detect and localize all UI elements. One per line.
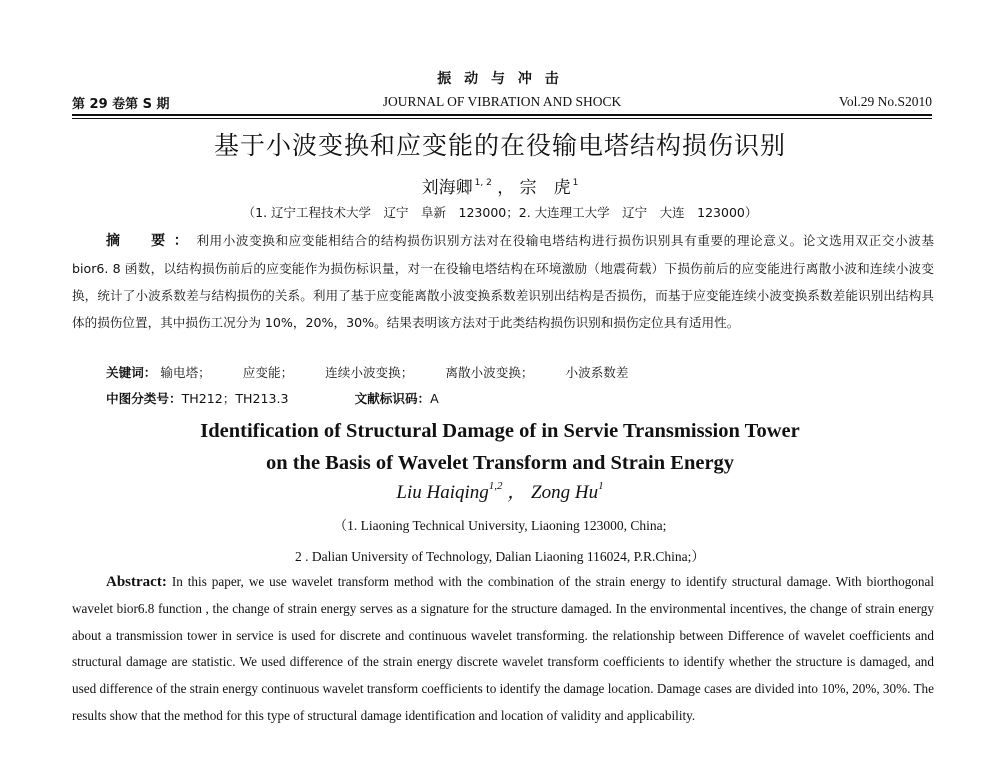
volume-issue-en: Vol.29 No.S2010	[838, 94, 932, 109]
keywords-label: 关键词：	[106, 365, 157, 380]
author-affiliation-mark: 1,2	[488, 480, 503, 492]
abstract-en	[72, 569, 934, 730]
authors-en	[0, 477, 1000, 504]
paper-title-cn: 基于小波变换和应变能的在役输电塔结构损伤识别	[213, 131, 786, 160]
journal-name-en: JOURNAL OF VIBRATION AND SHOCK	[382, 94, 622, 109]
author-separator: ，	[502, 482, 527, 503]
running-header	[72, 93, 932, 113]
abstract-label-cn: 摘 要：	[106, 233, 197, 249]
doc-code-value: A	[430, 391, 439, 406]
author-name: 刘海卿	[421, 178, 473, 198]
doc-code-label: 文献标识码：	[354, 391, 431, 406]
abstract-cn	[72, 227, 934, 336]
classification-line	[106, 388, 439, 407]
keyword-item: 输电塔；	[160, 365, 211, 380]
affiliation-en-line2: 2 . Dalian University of Technology, Dalian Liaoning 116024, P.R.China;）	[295, 549, 705, 564]
author-name: Liu Haiqing	[396, 482, 489, 503]
author-affiliation-mark: 1	[572, 178, 579, 188]
abstract-text-en: In this paper, we use wavelet transform method with the combination of the strain energy to identify structural damage. With biorthogonal wavelet bior6.8 function , the change of strain energy serves as a signature for the structure damaged. In the environmental incentives, the change of strain energy about a transmission tower in service is used for discrete and continuous wavelet transforming. the relationship between Difference of wavelet coefficients and structural damage are statistic. We used difference of the strain energy discrete wavelet transform coefficients to identify whether the structure is damaged, and used difference of the strain energy continuous wavelet transform coefficients to identify the damage location. Damage cases are divided into 10%, 20%, 30%. The results show that the method for this type of structural damage identification and location of validity and applicability.	[72, 574, 934, 723]
clc-value: TH212；TH213.3	[181, 391, 289, 406]
abstract-text-cn: 利用小波变换和应变能相结合的结构损伤识别方法对在役输电塔结构进行损伤识别具有重要的理论意义。论文选用双正交小波基 bior6. 8 函数，以结构损伤前后的应变能作为损伤标识量，对一在役输电塔结构在环境激励（地震荷载）下损伤前后的应变能进行离散小波和连续小波变换，统计了小波系数差与结构损伤的关系。利用了基于应变能离散小波变换系数差识别出结构是否损伤，而基于应变能连续小波变换系数差能识别出结构具体的损伤位置，其中损伤工况分为 10%，20%，30%。结果表明该方法对于此类结构损伤识别和损伤定位具有适用性。	[72, 233, 935, 330]
keyword-item: 离散小波变换；	[445, 365, 534, 380]
paper-title-en-line1: Identification of Structural Damage of in Servie Transmission Tower	[200, 420, 800, 442]
paper-title-en-line2: on the Basis of Wavelet Transform and Strain Energy	[265, 452, 735, 474]
author-name: 宗 虎	[519, 178, 571, 198]
abstract-label-en: Abstract:	[106, 574, 167, 590]
header-rule-thick	[72, 114, 932, 116]
affiliations-cn: （1. 辽宁工程技术大学 辽宁 阜新 123000；2. 大连理工大学 辽宁 大连 123000）	[242, 205, 758, 220]
authors-cn	[0, 173, 1000, 198]
clc-label: 中图分类号：	[106, 391, 182, 406]
volume-issue-cn: 第 29 卷第 S 期	[72, 97, 170, 112]
keywords-cn	[106, 362, 656, 381]
keyword-item: 连续小波变换；	[325, 365, 414, 380]
author-separator: ，	[497, 178, 515, 198]
author-affiliation-mark: 1	[598, 480, 604, 492]
journal-name-cn: 振 动 与 冲 击	[437, 71, 563, 87]
keyword-item: 小波系数差	[565, 365, 629, 380]
author-affiliation-mark: 1, 2	[474, 178, 492, 188]
header-rule-thin	[72, 118, 932, 119]
keyword-item: 应变能；	[242, 365, 294, 380]
author-name: Zong Hu	[531, 482, 599, 503]
affiliation-en-line1: （1. Liaoning Technical University, Liaoning 123000, China;	[333, 518, 667, 533]
